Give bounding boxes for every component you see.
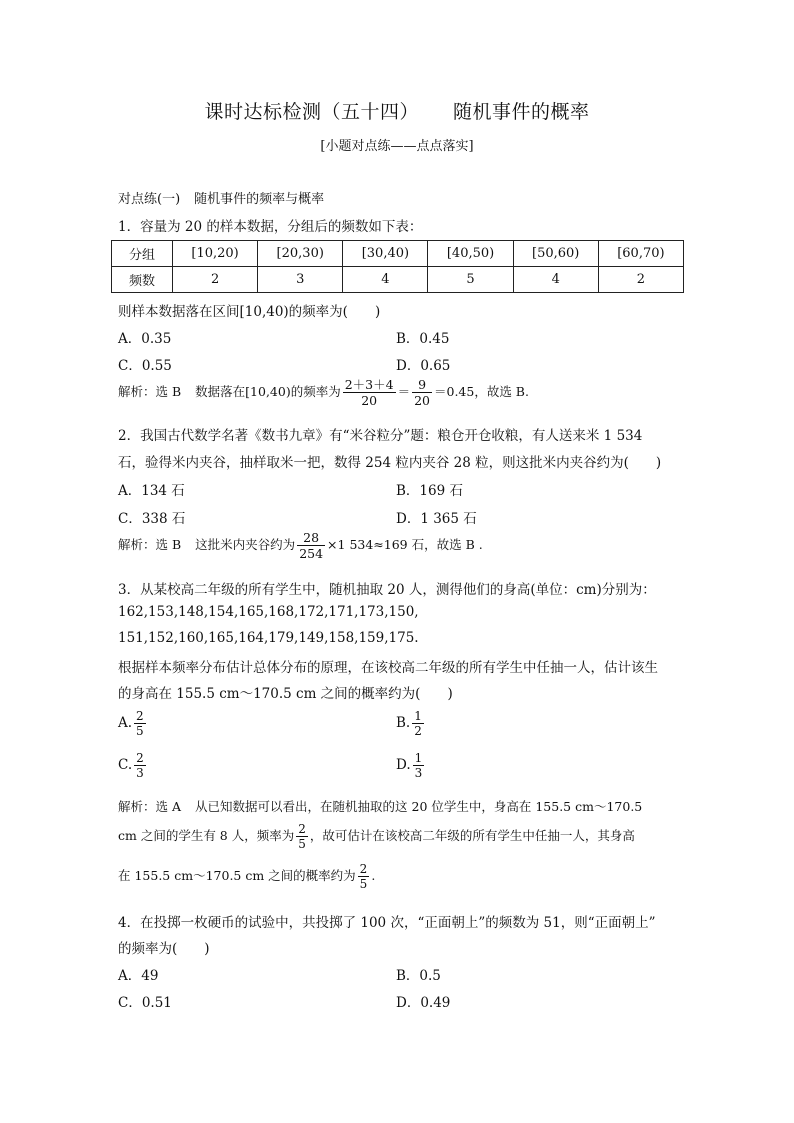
table-row [112, 267, 684, 293]
fraction-denominator: 2 [414, 724, 422, 738]
table-cell: 4 [513, 267, 598, 293]
title-topic: 随机事件的概率 [453, 101, 590, 123]
q3-line-1: 3．从某校高二年级的所有学生中，随机抽取 20 人，测得他们的身高(单位：cm)分别为： [118, 582, 656, 598]
q3-option-d [396, 751, 426, 780]
fraction-denominator: 20 [361, 393, 378, 408]
q2-option-a: A．134 石 [118, 483, 185, 499]
solution-prefix: 解析：选 B [118, 384, 182, 399]
q1-option-d: D．0.65 [396, 358, 451, 374]
table-cell: [10,20) [173, 241, 258, 267]
q4-option-a: A．49 [118, 968, 159, 984]
q1-option-c: C．0.55 [118, 358, 172, 374]
table-cell: 5 [428, 267, 513, 293]
solution-text: ＝0.45，故选 B. [434, 384, 529, 399]
table-header-cell: 分组 [112, 241, 173, 267]
fraction-numerator: 2 [359, 862, 368, 876]
q3-solution-line-3 [118, 862, 375, 891]
fraction [296, 822, 308, 851]
fraction-denominator: 20 [414, 393, 430, 408]
table-cell: 4 [343, 267, 428, 293]
q1-option-b: B．0.45 [396, 331, 450, 347]
fraction-numerator: 2 [136, 709, 144, 723]
solution-text: 从已知数据可以看出，在随机抽取的这 20 位学生中，身高在 155.5 cm～170.5 [195, 799, 643, 814]
fraction [343, 377, 396, 408]
q2-option-b: B．169 石 [396, 483, 463, 499]
q3-solution-line-2 [118, 822, 635, 851]
frequency-table [111, 240, 684, 293]
q2-line-2: 石，验得米内夹谷，抽样取米一把，数得 254 粒内夹谷 28 粒，则这批米内夹谷约为( ) [118, 455, 662, 471]
table-header-cell: 频数 [112, 267, 173, 293]
fraction-numerator: 2 [136, 751, 144, 765]
q3-line-5: 的身高在 155.5 cm～170.5 cm 之间的概率约为( ) [118, 686, 453, 702]
solution-prefix: 解析：选 A [118, 799, 182, 814]
option-label: C. [118, 757, 133, 773]
q1-solution [118, 377, 529, 408]
solution-text: ，故可估计在该校高二年级的所有学生中任抽一人，其身高 [309, 828, 635, 843]
fraction-numerator: 1 [414, 751, 423, 765]
fraction-denominator: 3 [414, 766, 423, 780]
solution-text: . [371, 868, 376, 883]
solution-text: cm 之间的学生有 8 人，频率为 [118, 828, 295, 843]
page-subtitle: [小题对点练——点点落实] [320, 139, 474, 154]
solution-prefix: 解析：选 B [118, 537, 182, 552]
table-cell: 3 [258, 267, 343, 293]
fraction-numerator: 9 [412, 377, 432, 393]
fraction [134, 751, 146, 780]
fraction-numerator: 28 [297, 530, 325, 546]
table-row [112, 241, 684, 267]
fraction-numerator: 1 [414, 709, 422, 723]
section-label: 对点练(一) [118, 192, 181, 207]
q2-solution [118, 530, 483, 561]
fraction-denominator: 5 [359, 877, 368, 891]
solution-text: 这批米内夹谷约为 [195, 537, 296, 552]
page-title [0, 97, 794, 124]
equals-sign: ＝ [397, 384, 411, 399]
q4-option-c: C．0.51 [118, 995, 172, 1011]
fraction [413, 751, 425, 780]
fraction [412, 377, 432, 408]
q3-line-4: 根据样本频率分布估计总体分布的原理，在该校高二年级的所有学生中任抽一人，估计该生 [118, 660, 658, 676]
option-label: D. [396, 757, 411, 773]
q3-data-line-2: 151,152,160,165,164,179,149,158,159,175. [118, 630, 419, 646]
section-heading [118, 188, 324, 207]
title-main: 课时达标检测（五十四） [204, 101, 419, 123]
fraction [134, 709, 146, 738]
q4-line-1: 4．在投掷一枚硬币的试验中，共投掷了 100 次，“正面朝上”的频数为 51，则“正面朝上” [118, 915, 656, 931]
q3-solution-line-1 [118, 797, 642, 815]
table-cell: [60,70) [598, 241, 683, 267]
option-label: A. [118, 715, 133, 731]
q4-option-b: B．0.5 [396, 968, 441, 984]
fraction-denominator: 3 [136, 766, 144, 780]
q4-line-2: 的频率为( ) [118, 941, 210, 957]
fraction-denominator: 5 [298, 837, 306, 851]
table-cell: [30,40) [343, 241, 428, 267]
solution-text: 数据落在[10,40)的频率为 [195, 384, 341, 399]
table-cell: 2 [173, 267, 258, 293]
table-cell: 2 [598, 267, 683, 293]
q3-option-a [118, 709, 148, 738]
q2-option-d: D．1 365 石 [396, 511, 477, 527]
solution-text: 在 155.5 cm～170.5 cm 之间的概率约为 [118, 868, 356, 883]
q4-option-d: D．0.49 [396, 995, 451, 1011]
fraction-denominator: 254 [299, 546, 324, 561]
q3-option-c [118, 751, 148, 780]
q2-option-c: C．338 石 [118, 511, 186, 527]
fraction-denominator: 5 [136, 724, 144, 738]
q3-data-line-1: 162,153,148,154,165,168,172,171,173,150, [118, 604, 419, 620]
q3-option-b [396, 709, 426, 738]
fraction [412, 709, 424, 738]
q2-line-1: 2．我国古代数学名著《数书九章》有“米谷粒分”题：粮仓开仓收粮，有人送来米 1 534 [118, 428, 643, 444]
section-topic: 随机事件的频率与概率 [194, 192, 325, 207]
fraction-numerator: 2 [298, 822, 306, 836]
table-cell: [50,60) [513, 241, 598, 267]
fraction [297, 530, 325, 561]
q1-option-a: A．0.35 [118, 331, 172, 347]
fraction-numerator: 2＋3＋4 [344, 377, 394, 392]
fraction [358, 862, 370, 891]
option-label: B. [396, 715, 411, 731]
table-cell: [20,30) [258, 241, 343, 267]
q1-question: 则样本数据落在区间[10,40)的频率为( ) [118, 304, 381, 320]
table-cell: [40,50) [428, 241, 513, 267]
solution-text: ×1 534≈169 石，故选 B . [327, 537, 483, 552]
q1-stem: 1．容量为 20 的样本数据，分组后的频数如下表： [118, 219, 423, 235]
